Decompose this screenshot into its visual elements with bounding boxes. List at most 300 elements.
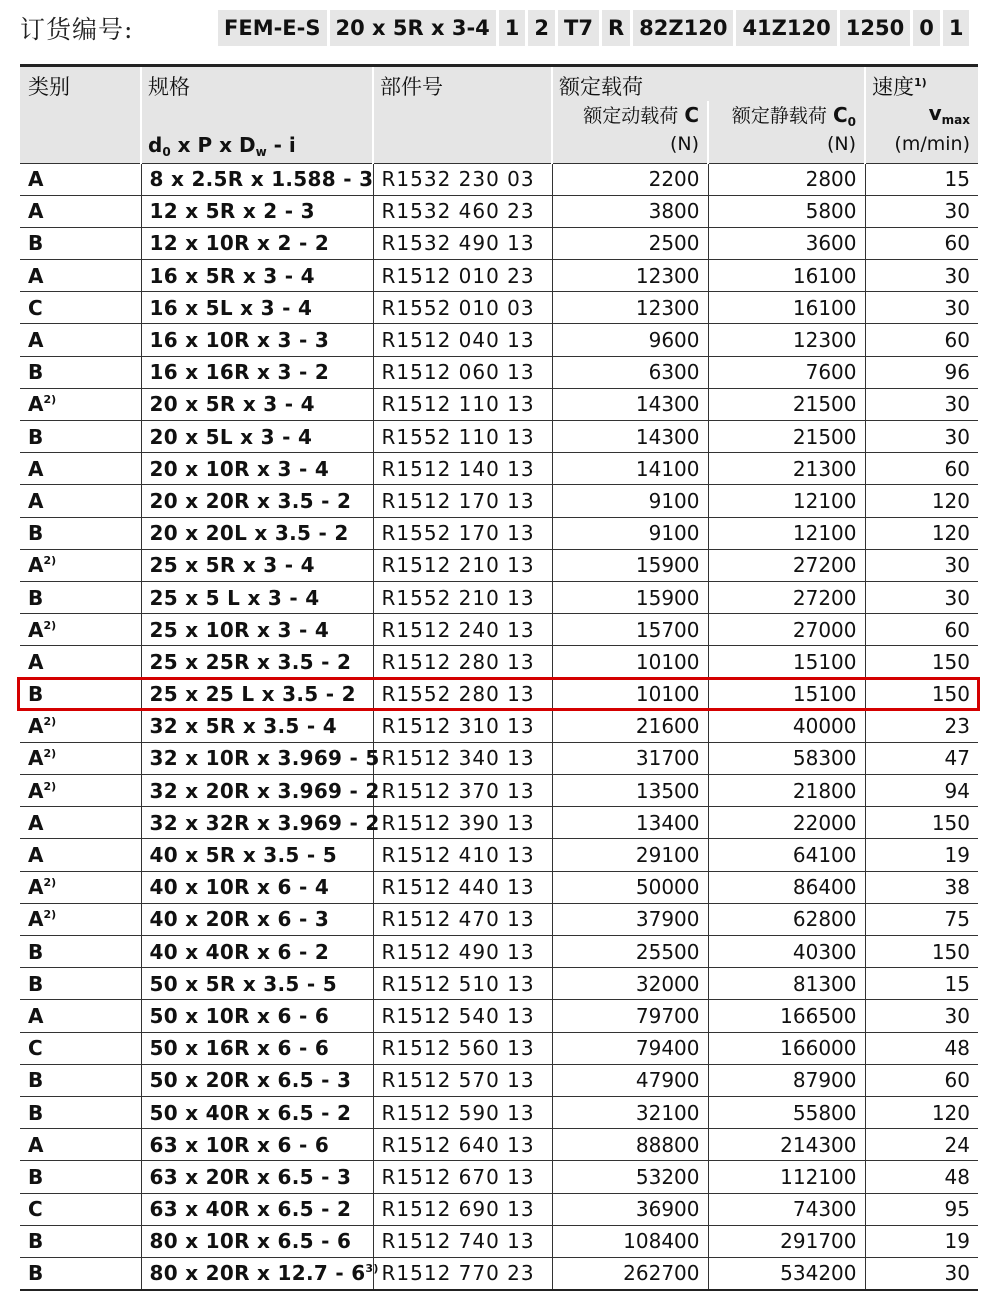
unit-dynamic: (N) bbox=[669, 133, 699, 155]
table-row bbox=[20, 903, 978, 935]
spec-cell bbox=[141, 292, 373, 324]
spec-cell-value: 16 x 10R x 3 - 3 bbox=[149, 328, 330, 353]
static-load-cell bbox=[708, 1096, 865, 1128]
speed-cell bbox=[865, 195, 978, 227]
speed-cell-value: 120 bbox=[931, 488, 970, 513]
spec-cell bbox=[141, 775, 380, 807]
order-code-segment: R bbox=[602, 10, 630, 46]
dynamic-load-cell-value: 15700 bbox=[635, 617, 700, 642]
spec-cell-value: 25 x 10R x 3 - 4 bbox=[149, 617, 330, 642]
footnote-marker: 3) bbox=[365, 1262, 379, 1276]
static-load-cell bbox=[708, 775, 865, 807]
speed-cell bbox=[865, 1032, 978, 1064]
dynamic-load-cell-value: 14300 bbox=[635, 424, 700, 449]
dynamic-load-cell bbox=[552, 807, 708, 839]
order-code-label: 订货编号: bbox=[20, 15, 134, 44]
spec-cell-value: 80 x 10R x 6.5 - 6 bbox=[149, 1229, 352, 1254]
spec-cell bbox=[141, 1161, 373, 1193]
speed-cell-value: 30 bbox=[944, 295, 970, 320]
table-row bbox=[20, 517, 978, 549]
dynamic-load-cell bbox=[552, 1193, 708, 1225]
speed-cell-value: 96 bbox=[944, 360, 970, 385]
category-cell bbox=[20, 1096, 141, 1128]
category-cell-value: A bbox=[28, 649, 44, 674]
part-number-cell bbox=[373, 517, 552, 549]
static-load-cell-value: 16100 bbox=[792, 295, 857, 320]
category-cell bbox=[20, 324, 141, 356]
part-number-cell-value: R1512 670 13 bbox=[381, 1164, 535, 1189]
dynamic-load-cell-value: 47900 bbox=[635, 1068, 700, 1093]
static-load-cell-value: 87900 bbox=[792, 1068, 857, 1093]
speed-cell-value: 120 bbox=[931, 521, 970, 546]
dynamic-load-cell bbox=[552, 453, 708, 485]
dynamic-load-cell-value: 14100 bbox=[635, 456, 700, 481]
static-load-cell bbox=[708, 453, 865, 485]
static-load-cell bbox=[708, 614, 865, 646]
category-cell bbox=[20, 646, 141, 678]
static-load-cell-value: 166000 bbox=[780, 1036, 857, 1061]
speed-cell bbox=[865, 936, 978, 968]
static-load-cell-value: 62800 bbox=[792, 907, 857, 932]
static-load-cell-value: 86400 bbox=[792, 875, 857, 900]
part-number-cell bbox=[373, 260, 552, 292]
order-code-segment: T7 bbox=[558, 10, 599, 46]
static-load-cell-value: 74300 bbox=[792, 1197, 857, 1222]
category-cell bbox=[20, 614, 141, 646]
static-load-cell bbox=[708, 1257, 865, 1289]
part-number-cell-value: R1512 370 13 bbox=[381, 778, 535, 803]
static-load-cell-value: 534200 bbox=[780, 1261, 857, 1286]
category-cell bbox=[20, 678, 141, 710]
speed-cell-value: 15 bbox=[944, 167, 970, 192]
speed-cell-value: 94 bbox=[944, 778, 970, 803]
header-vmax bbox=[865, 101, 978, 133]
static-load-cell bbox=[708, 1032, 865, 1064]
table-row bbox=[20, 678, 978, 710]
static-load-cell-value: 81300 bbox=[792, 971, 857, 996]
speed-cell bbox=[865, 1257, 978, 1289]
speed-cell bbox=[865, 807, 978, 839]
category-cell-value: B bbox=[28, 1164, 44, 1189]
speed-cell bbox=[865, 968, 978, 1000]
category-cell-value: A bbox=[28, 875, 44, 900]
part-number-cell-value: R1512 410 13 bbox=[381, 843, 535, 868]
category-cell-value: A bbox=[28, 617, 44, 642]
category-cell bbox=[20, 549, 141, 581]
part-number-cell-value: R1552 010 03 bbox=[381, 295, 535, 320]
static-load-cell-value: 15100 bbox=[792, 682, 857, 707]
dynamic-load-cell-value: 15900 bbox=[635, 585, 700, 610]
dynamic-load-cell-value: 3800 bbox=[648, 199, 700, 224]
part-number-cell-value: R1512 740 13 bbox=[381, 1229, 535, 1254]
part-number-cell bbox=[373, 1161, 552, 1193]
dynamic-load-cell-value: 6300 bbox=[648, 360, 700, 385]
header-dynamic-symbol: C bbox=[684, 103, 699, 127]
category-cell-value: B bbox=[28, 1068, 44, 1093]
spec-cell-value: 16 x 16R x 3 - 2 bbox=[149, 360, 330, 385]
speed-cell bbox=[865, 324, 978, 356]
spec-cell bbox=[141, 807, 380, 839]
part-number-cell-value: R1512 440 13 bbox=[381, 875, 535, 900]
speed-cell bbox=[865, 517, 978, 549]
part-number-cell-value: R1512 570 13 bbox=[381, 1068, 535, 1093]
category-cell bbox=[20, 871, 141, 903]
table-row bbox=[20, 1193, 978, 1225]
static-load-cell-value: 21800 bbox=[792, 778, 857, 803]
part-number-cell bbox=[373, 421, 552, 453]
spec-cell-value: 20 x 5R x 3 - 4 bbox=[149, 392, 315, 417]
speed-cell bbox=[865, 227, 978, 259]
static-load-cell-value: 3600 bbox=[805, 231, 857, 256]
spec-cell bbox=[141, 227, 373, 259]
category-cell-value: B bbox=[28, 424, 44, 449]
header-speed-label: 速度 bbox=[872, 75, 914, 99]
dynamic-load-cell bbox=[552, 163, 708, 195]
category-cell-value: B bbox=[28, 360, 44, 385]
dynamic-load-cell-value: 13400 bbox=[635, 810, 700, 835]
category-cell bbox=[20, 517, 141, 549]
static-load-cell-value: 21500 bbox=[792, 392, 857, 417]
static-load-cell bbox=[708, 517, 865, 549]
category-cell-value: B bbox=[28, 682, 44, 707]
part-number-cell-value: R1532 460 23 bbox=[381, 199, 535, 224]
category-cell bbox=[20, 775, 141, 807]
category-cell-value: A bbox=[28, 456, 44, 481]
part-number-cell-value: R1512 240 13 bbox=[381, 617, 535, 642]
speed-cell-value: 15 bbox=[944, 971, 970, 996]
part-number-cell-value: R1512 040 13 bbox=[381, 328, 535, 353]
table-row bbox=[20, 968, 978, 1000]
speed-cell bbox=[865, 453, 978, 485]
static-load-cell-value: 21500 bbox=[792, 424, 857, 449]
dynamic-load-cell-value: 32000 bbox=[635, 971, 700, 996]
static-load-cell bbox=[708, 1000, 865, 1032]
header-static-subscript: 0 bbox=[847, 115, 856, 129]
static-load-cell-value: 15100 bbox=[792, 649, 857, 674]
footnote-marker: 2) bbox=[43, 876, 57, 890]
speed-cell bbox=[865, 871, 978, 903]
spec-cell-value: 20 x 10R x 3 - 4 bbox=[149, 456, 330, 481]
spec-cell bbox=[141, 1032, 373, 1064]
part-number-cell-value: R1552 170 13 bbox=[381, 521, 535, 546]
part-number-cell bbox=[373, 581, 552, 613]
spec-cell-value: 50 x 5R x 3.5 - 5 bbox=[149, 971, 337, 996]
part-number-cell bbox=[373, 453, 552, 485]
part-number-cell bbox=[373, 163, 552, 195]
spec-cell-value: 20 x 20R x 3.5 - 2 bbox=[149, 488, 352, 513]
part-number-cell-value: R1512 170 13 bbox=[381, 488, 535, 513]
category-cell-value: A bbox=[28, 843, 44, 868]
dynamic-load-cell bbox=[552, 517, 708, 549]
table-row bbox=[20, 1096, 978, 1128]
header-part-label: 部件号 bbox=[380, 75, 443, 99]
speed-cell bbox=[865, 646, 978, 678]
part-number-cell-value: R1532 230 03 bbox=[381, 167, 535, 192]
part-number-cell-value: R1512 010 23 bbox=[381, 263, 535, 288]
dynamic-load-cell bbox=[552, 1257, 708, 1289]
part-number-cell bbox=[373, 1096, 552, 1128]
spec-cell-value: 32 x 5R x 3.5 - 4 bbox=[149, 714, 337, 739]
static-load-cell bbox=[708, 678, 865, 710]
spec-table bbox=[20, 64, 978, 1291]
static-load-cell-value: 40000 bbox=[792, 714, 857, 739]
speed-cell-value: 30 bbox=[944, 553, 970, 578]
static-load-cell-value: 22000 bbox=[792, 810, 857, 835]
dynamic-load-cell bbox=[552, 1000, 708, 1032]
speed-cell bbox=[865, 163, 978, 195]
speed-cell bbox=[865, 1161, 978, 1193]
header-speed-footnote: 1) bbox=[914, 76, 927, 89]
spec-cell bbox=[141, 356, 373, 388]
part-number-cell bbox=[373, 324, 552, 356]
part-number-cell-value: R1552 210 13 bbox=[381, 585, 535, 610]
speed-cell bbox=[865, 356, 978, 388]
part-number-cell bbox=[373, 903, 552, 935]
category-cell bbox=[20, 936, 141, 968]
spec-cell bbox=[141, 453, 373, 485]
static-load-cell-value: 12100 bbox=[792, 488, 857, 513]
spec-cell bbox=[141, 678, 373, 710]
category-cell-value: A bbox=[28, 907, 44, 932]
spec-cell bbox=[141, 903, 373, 935]
spec-cell bbox=[141, 195, 373, 227]
header-vmax-symbol: v bbox=[928, 101, 942, 125]
spec-cell bbox=[141, 1129, 373, 1161]
header-spec-formula bbox=[141, 133, 373, 163]
table-row bbox=[20, 1161, 978, 1193]
spec-cell bbox=[141, 936, 373, 968]
header-part bbox=[373, 66, 552, 102]
header-category bbox=[20, 66, 141, 102]
static-load-cell bbox=[708, 807, 865, 839]
order-code-segment: 82Z120 bbox=[633, 10, 733, 46]
header-spec-label: 规格 bbox=[148, 75, 190, 99]
part-number-cell-value: R1512 390 13 bbox=[381, 810, 535, 835]
speed-cell-value: 60 bbox=[944, 328, 970, 353]
header-category-label: 类别 bbox=[28, 75, 70, 99]
spec-cell-value: 20 x 20L x 3.5 - 2 bbox=[149, 521, 349, 546]
category-cell bbox=[20, 227, 141, 259]
header-speed bbox=[865, 66, 978, 102]
spec-cell-value: 50 x 40R x 6.5 - 2 bbox=[149, 1100, 352, 1125]
table-row bbox=[20, 324, 978, 356]
speed-cell-value: 95 bbox=[944, 1197, 970, 1222]
static-load-cell bbox=[708, 1193, 865, 1225]
part-number-cell bbox=[373, 1129, 552, 1161]
table-row bbox=[20, 1064, 978, 1096]
header-unit-speed bbox=[865, 133, 978, 163]
spec-cell bbox=[141, 260, 373, 292]
static-load-cell-value: 214300 bbox=[780, 1132, 857, 1157]
speed-cell-value: 19 bbox=[944, 1229, 970, 1254]
part-number-cell-value: R1512 490 13 bbox=[381, 939, 535, 964]
part-number-cell bbox=[373, 807, 552, 839]
part-number-cell-value: R1512 470 13 bbox=[381, 907, 535, 932]
speed-cell bbox=[865, 549, 978, 581]
part-number-cell-value: R1512 210 13 bbox=[381, 553, 535, 578]
static-load-cell-value: 12100 bbox=[792, 521, 857, 546]
speed-cell-value: 30 bbox=[944, 199, 970, 224]
static-load-cell-value: 64100 bbox=[792, 843, 857, 868]
speed-cell bbox=[865, 260, 978, 292]
order-code-segments bbox=[218, 10, 972, 46]
speed-cell bbox=[865, 581, 978, 613]
static-load-cell bbox=[708, 903, 865, 935]
category-cell bbox=[20, 356, 141, 388]
dynamic-load-cell-value: 21600 bbox=[635, 714, 700, 739]
footnote-marker: 2) bbox=[43, 747, 57, 761]
part-number-cell-value: R1512 140 13 bbox=[381, 456, 535, 481]
part-number-cell bbox=[373, 485, 552, 517]
category-cell bbox=[20, 742, 141, 774]
speed-cell-value: 120 bbox=[931, 1100, 970, 1125]
speed-cell-value: 19 bbox=[944, 843, 970, 868]
footnote-marker: 2) bbox=[43, 554, 57, 568]
dynamic-load-cell-value: 25500 bbox=[635, 939, 700, 964]
dynamic-load-cell bbox=[552, 1032, 708, 1064]
table-row bbox=[20, 871, 978, 903]
order-code-segment: 0 bbox=[913, 10, 940, 46]
dynamic-load-cell-value: 262700 bbox=[623, 1261, 700, 1286]
part-number-cell-value: R1512 280 13 bbox=[381, 649, 535, 674]
static-load-cell bbox=[708, 1225, 865, 1257]
speed-cell bbox=[865, 775, 978, 807]
speed-cell-value: 150 bbox=[931, 939, 970, 964]
static-load-cell bbox=[708, 356, 865, 388]
header-spec bbox=[141, 66, 373, 102]
spec-cell bbox=[141, 1225, 373, 1257]
speed-cell bbox=[865, 1096, 978, 1128]
category-cell bbox=[20, 485, 141, 517]
dynamic-load-cell bbox=[552, 1064, 708, 1096]
spec-cell-value: 50 x 16R x 6 - 6 bbox=[149, 1036, 330, 1061]
category-cell bbox=[20, 421, 141, 453]
spec-cell bbox=[141, 517, 373, 549]
dynamic-load-cell-value: 9100 bbox=[648, 521, 700, 546]
part-number-cell bbox=[373, 356, 552, 388]
dynamic-load-cell bbox=[552, 260, 708, 292]
part-number-cell bbox=[373, 1064, 552, 1096]
category-cell-value: A bbox=[28, 810, 44, 835]
header-static-load bbox=[708, 101, 865, 133]
table-row bbox=[20, 775, 978, 807]
speed-cell-value: 30 bbox=[944, 1261, 970, 1286]
table-row bbox=[20, 807, 978, 839]
spec-cell-value: 16 x 5R x 3 - 4 bbox=[149, 263, 315, 288]
table-row bbox=[20, 163, 978, 195]
static-load-cell bbox=[708, 742, 865, 774]
part-number-cell-value: R1512 690 13 bbox=[381, 1197, 535, 1222]
category-cell-value: B bbox=[28, 1100, 44, 1125]
part-number-cell-value: R1512 540 13 bbox=[381, 1003, 535, 1028]
table-row bbox=[20, 581, 978, 613]
static-load-cell-value: 55800 bbox=[792, 1100, 857, 1125]
spec-cell-value: 12 x 10R x 2 - 2 bbox=[149, 231, 330, 256]
category-cell bbox=[20, 1129, 141, 1161]
speed-cell-value: 38 bbox=[944, 875, 970, 900]
dynamic-load-cell bbox=[552, 936, 708, 968]
category-cell bbox=[20, 710, 141, 742]
dynamic-load-cell bbox=[552, 227, 708, 259]
table-row bbox=[20, 839, 978, 871]
part-number-cell bbox=[373, 195, 552, 227]
header-vmax-subscript: max bbox=[941, 113, 970, 127]
table-row bbox=[20, 227, 978, 259]
spec-cell-value: 20 x 5L x 3 - 4 bbox=[149, 424, 313, 449]
speed-cell-value: 24 bbox=[944, 1132, 970, 1157]
category-cell bbox=[20, 260, 141, 292]
dynamic-load-cell bbox=[552, 549, 708, 581]
dynamic-load-cell-value: 53200 bbox=[635, 1164, 700, 1189]
part-number-cell bbox=[373, 968, 552, 1000]
static-load-cell bbox=[708, 1161, 865, 1193]
category-cell-value: B bbox=[28, 1261, 44, 1286]
dynamic-load-cell bbox=[552, 646, 708, 678]
dynamic-load-cell-value: 14300 bbox=[635, 392, 700, 417]
footnote-marker: 2) bbox=[43, 393, 57, 407]
header-load bbox=[552, 66, 865, 102]
category-cell-value: A bbox=[28, 328, 44, 353]
dynamic-load-cell bbox=[552, 388, 708, 420]
dynamic-load-cell-value: 10100 bbox=[635, 649, 700, 674]
speed-cell bbox=[865, 292, 978, 324]
spec-cell-value: 63 x 10R x 6 - 6 bbox=[149, 1132, 330, 1157]
category-cell-value: A bbox=[28, 1132, 44, 1157]
speed-cell bbox=[865, 421, 978, 453]
part-number-cell-value: R1512 110 13 bbox=[381, 392, 535, 417]
spec-cell-value: 80 x 20R x 12.7 - 6 bbox=[149, 1261, 366, 1286]
category-cell bbox=[20, 1161, 141, 1193]
static-load-cell-value: 291700 bbox=[780, 1229, 857, 1254]
dynamic-load-cell-value: 50000 bbox=[635, 875, 700, 900]
dynamic-load-cell bbox=[552, 742, 708, 774]
spec-cell bbox=[141, 1096, 373, 1128]
spec-cell-value: 8 x 2.5R x 1.588 - 3 bbox=[149, 167, 374, 192]
order-code-bar bbox=[20, 10, 972, 46]
spec-table-body bbox=[20, 163, 978, 1290]
part-number-cell bbox=[373, 871, 552, 903]
table-row bbox=[20, 936, 978, 968]
formula-w-sub: w bbox=[255, 145, 267, 159]
speed-cell-value: 60 bbox=[944, 231, 970, 256]
speed-cell-value: 48 bbox=[944, 1036, 970, 1061]
order-code-segment: 1250 bbox=[840, 10, 910, 46]
category-cell-value: B bbox=[28, 939, 44, 964]
part-number-cell bbox=[373, 549, 552, 581]
spec-cell-value: 40 x 40R x 6 - 2 bbox=[149, 939, 330, 964]
speed-cell-value: 23 bbox=[944, 714, 970, 739]
speed-cell-value: 47 bbox=[944, 746, 970, 771]
speed-cell bbox=[865, 742, 978, 774]
spec-cell-value: 12 x 5R x 2 - 3 bbox=[149, 199, 315, 224]
dynamic-load-cell-value: 36900 bbox=[635, 1197, 700, 1222]
speed-cell-value: 75 bbox=[944, 907, 970, 932]
speed-cell bbox=[865, 678, 978, 710]
table-row bbox=[20, 388, 978, 420]
dynamic-load-cell bbox=[552, 421, 708, 453]
header-row-1 bbox=[20, 66, 978, 102]
footnote-marker: 2) bbox=[43, 908, 57, 922]
part-number-cell bbox=[373, 775, 552, 807]
header-load-label: 额定载荷 bbox=[559, 75, 643, 99]
static-load-cell bbox=[708, 581, 865, 613]
order-code-segment: 1 bbox=[943, 10, 970, 46]
dynamic-load-cell bbox=[552, 678, 708, 710]
spec-cell bbox=[141, 742, 380, 774]
spec-cell bbox=[141, 1193, 373, 1225]
category-cell bbox=[20, 1032, 141, 1064]
static-load-cell-value: 112100 bbox=[780, 1164, 857, 1189]
